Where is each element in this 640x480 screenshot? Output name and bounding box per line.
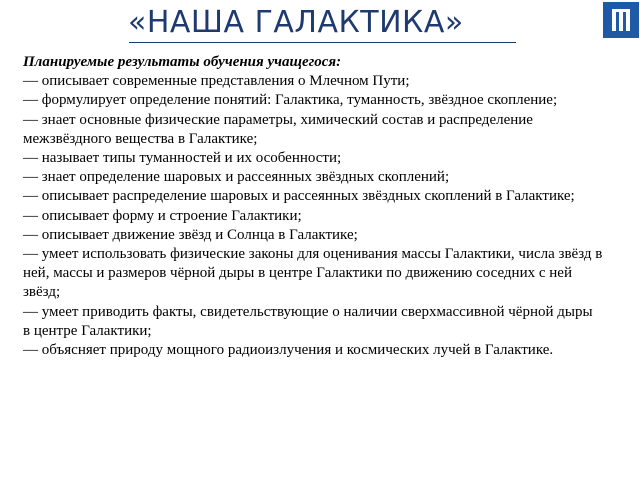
outcome-item: — знает определение шаровых и рассеянных звёздных скоплений; — [23, 169, 450, 186]
outcome-item: — знает основные физические параметры, химический состав и распределение межзвёздного вещества в Галактике; — [23, 111, 533, 147]
title-underline — [129, 42, 516, 43]
outcome-item: — называет типы туманностей и их особенности; — [23, 150, 342, 167]
learning-outcomes — [23, 53, 603, 360]
slide-title: «НАША ГАЛАКТИКА» — [128, 5, 464, 40]
outcome-item: — умеет приводить факты, свидетельствующие о наличии сверхмассивной чёрной дыры в центре Галактики; — [23, 303, 593, 339]
outcome-item: — объясняет природу мощного радиоизлучения и космических лучей в Галактике. — [23, 342, 554, 359]
outcome-item: — формулирует определение понятий: Галактика, туманность, звёздное скопление; — [23, 92, 558, 109]
outcomes-heading: Планируемые результаты обучения учащегося: — [23, 54, 342, 70]
publisher-logo-icon — [603, 2, 639, 38]
outcome-item: — описывает распределение шаровых и рассеянных звёздных скоплений в Галактике; — [23, 188, 575, 205]
outcome-item: — описывает форму и строение Галактики; — [23, 207, 302, 224]
outcome-item: — описывает движение звёзд и Солнца в Галактике; — [23, 226, 358, 243]
outcome-item: — умеет использовать физические законы для оценивания массы Галактики, числа звёзд в ней, массы и размеров чёрной дыры в центре Галактики по движению соседних с ней звёзд; — [23, 246, 603, 301]
outcome-item: — описывает современные представления о Млечном Пути; — [23, 73, 410, 90]
